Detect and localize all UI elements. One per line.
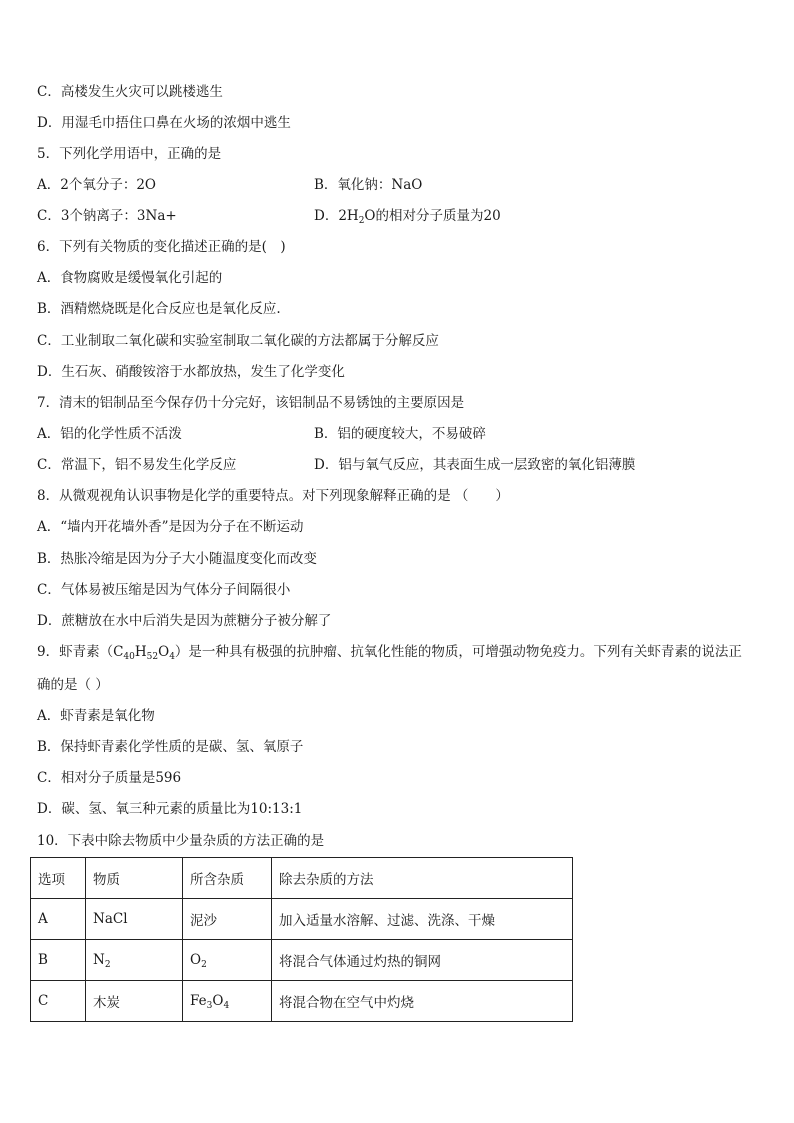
formula-base: O (190, 952, 202, 968)
q8-option-a: A．“墙内开花墙外香”是因为分子在不断运动 (37, 519, 304, 535)
q6-option-c: C．工业制取二氧化碳和实验室制取二氧化碳的方法都属于分解反应 (37, 333, 439, 349)
table-header-cell: 除去杂质的方法 (272, 858, 573, 899)
q8-option-d: D．蔗糖放在水中后消失是因为蔗糖分子被分解了 (37, 613, 332, 629)
q7-option-b: B．铝的硬度较大，不易破碎 (314, 426, 486, 442)
q4-option-c: C．高楼发生火灾可以跳楼逃生 (37, 84, 223, 100)
table-cell-impurity (183, 981, 272, 1022)
table-header-cell: 物质 (86, 858, 183, 899)
table-cell-substance (86, 940, 183, 981)
table-cell-option: C (31, 981, 86, 1022)
q9-h: H (134, 644, 147, 660)
table-cell-option: A (31, 899, 86, 940)
question-8-stem: 8．从微观视角认识事物是化学的重要特点。对下列现象解释正确的是 （ ） (37, 488, 509, 504)
q9-post: ）是一种具有极强的抗肿瘤、抗氧化性能的物质，可增强动物免疫力。下列有关虾青素的说法正 (174, 644, 742, 660)
table-cell-method: 加入适量水溶解、过滤、洗涤、干燥 (272, 899, 573, 940)
q8-option-c: C．气体易被压缩是因为气体分子间隔很小 (37, 582, 291, 598)
question-9-stem-line2: 确的是（ ） (37, 677, 109, 693)
impurity-removal-table (30, 857, 573, 1022)
q9-option-d: D．碳、氢、氧三种元素的质量比为10:13:1 (37, 801, 303, 817)
q9-option-c: C．相对分子质量是596 (37, 770, 182, 786)
formula-base: O (212, 993, 224, 1009)
table-row (31, 981, 573, 1022)
q7-option-a: A．铝的化学性质不活泼 (37, 426, 182, 442)
q9-sub-c: 40 (123, 652, 135, 662)
question-6-stem: 6．下列有关物质的变化描述正确的是( ) (37, 239, 286, 255)
q5-option-d-sub: 2 (358, 216, 365, 226)
table-header-row (31, 858, 573, 899)
formula-subscript: 3 (206, 1001, 213, 1011)
table-header-cell: 选项 (31, 858, 86, 899)
q5-option-d-post: O的相对分子质量为20 (364, 208, 501, 224)
q9-o: O (158, 644, 170, 660)
table-cell-method: 将混合气体通过灼热的铜网 (272, 940, 573, 981)
question-5-stem: 5．下列化学用语中，正确的是 (37, 146, 222, 162)
q6-option-b: B．酒精燃烧既是化合反应也是氧化反应. (37, 301, 281, 317)
formula-subscript: 4 (223, 1001, 230, 1011)
q9-option-b: B．保持虾青素化学性质的是碳、氢、氧原子 (37, 739, 304, 755)
q5-option-b: B．氧化钠：NaO (314, 177, 423, 193)
formula-base: N (93, 952, 105, 968)
q9-pre: 9．虾青素（C (37, 644, 124, 660)
q6-option-d: D．生石灰、硝酸铵溶于水都放热，发生了化学变化 (37, 364, 345, 380)
q5-option-a: A．2个氧分子：2O (37, 177, 156, 193)
question-7-stem: 7．清末的铝制品至今保存仍十分完好，该铝制品不易锈蚀的主要原因是 (37, 395, 465, 411)
q4-option-d: D．用湿毛巾捂住口鼻在火场的浓烟中逃生 (37, 115, 291, 131)
formula-base: Fe (190, 993, 207, 1009)
q7-option-c: C．常温下，铝不易发生化学反应 (37, 457, 237, 473)
table-cell-impurity: 泥沙 (183, 899, 272, 940)
q8-option-b: B．热胀冷缩是因为分子大小随温度变化而改变 (37, 551, 317, 567)
q6-option-a: A．食物腐败是缓慢氧化引起的 (37, 270, 223, 286)
table-cell-method: 将混合物在空气中灼烧 (272, 981, 573, 1022)
formula-subscript: 2 (104, 960, 111, 970)
q5-option-d-pre: D．2H (314, 208, 359, 224)
question-9-stem (37, 643, 742, 661)
q5-option-c: C．3个钠离子：3Na+ (37, 208, 177, 224)
formula-subscript: 2 (201, 960, 207, 970)
q9-option-a: A．虾青素是氧化物 (37, 708, 155, 724)
table-cell-option: B (31, 940, 86, 981)
table-cell-substance: 木炭 (86, 981, 183, 1022)
table-cell-substance: NaCl (86, 899, 183, 940)
q9-sub-h: 52 (146, 652, 159, 662)
q5-option-d (314, 207, 501, 225)
table-header-cell: 所含杂质 (183, 858, 272, 899)
q7-option-d: D．铝与氧气反应，其表面生成一层致密的氧化铝薄膜 (314, 457, 636, 473)
table-row (31, 940, 573, 981)
table-cell-impurity (183, 940, 272, 981)
question-10-stem: 10．下表中除去物质中少量杂质的方法正确的是 (37, 833, 325, 849)
table-row (31, 899, 573, 940)
q9-sub-o: 4 (169, 652, 175, 662)
